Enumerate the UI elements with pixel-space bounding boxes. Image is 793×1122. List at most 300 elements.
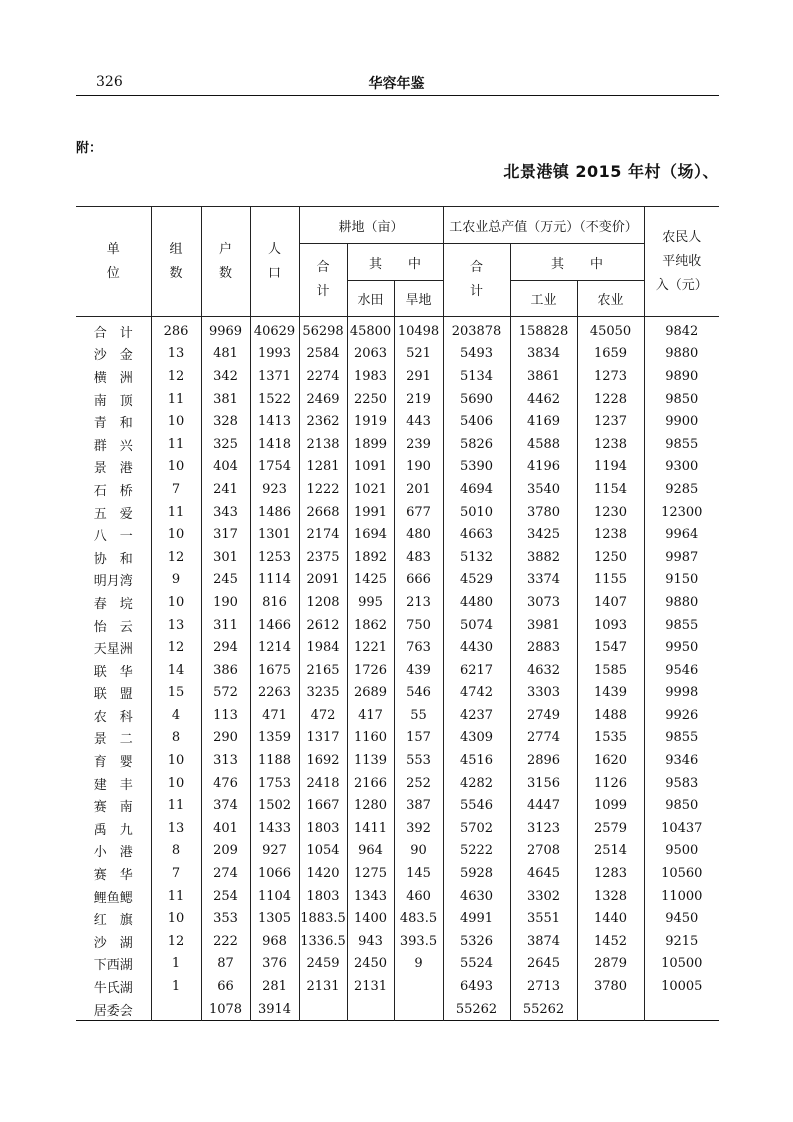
col-agriculture: 农业 — [577, 281, 644, 317]
cell-dryland: 480 — [394, 523, 443, 546]
appendix-label: 附： — [76, 141, 103, 156]
col-output-value: 工农业总产值（万元）（不变价） — [443, 207, 644, 244]
cell-dryland: 750 — [394, 614, 443, 637]
cell-farmland-total: 2362 — [299, 410, 347, 433]
cell-income: 9987 — [644, 546, 719, 569]
cell-dryland: 387 — [394, 794, 443, 817]
cell-farmland-total: 2165 — [299, 659, 347, 682]
cell-industry: 3156 — [510, 772, 577, 795]
cell-dryland: 157 — [394, 727, 443, 750]
cell-income: 9215 — [644, 930, 719, 953]
cell-population: 1675 — [250, 659, 299, 682]
cell-population: 3914 — [250, 998, 299, 1021]
cell-population: 1253 — [250, 546, 299, 569]
cell-unit: 建 丰 — [76, 772, 151, 795]
page-number: 326 — [96, 74, 123, 90]
cell-groups: 12 — [151, 636, 201, 659]
cell-output-total: 4516 — [443, 749, 510, 772]
cell-groups: 7 — [151, 862, 201, 885]
cell-unit: 景 二 — [76, 727, 151, 750]
cell-farmland-total — [299, 998, 347, 1021]
cell-industry: 4462 — [510, 388, 577, 411]
cell-paddy: 2166 — [347, 772, 394, 795]
table-row — [76, 659, 719, 682]
cell-industry: 3834 — [510, 343, 577, 366]
cell-agriculture: 2514 — [577, 840, 644, 863]
cell-income: 9500 — [644, 840, 719, 863]
col-groups: 组 数 — [151, 207, 201, 317]
table-row — [76, 501, 719, 524]
cell-unit: 联 盟 — [76, 682, 151, 705]
cell-income: 9855 — [644, 614, 719, 637]
cell-agriculture: 1407 — [577, 591, 644, 614]
col-paddy: 水田 — [347, 281, 394, 317]
cell-income: 9950 — [644, 636, 719, 659]
cell-population: 1371 — [250, 365, 299, 388]
table-row — [76, 749, 719, 772]
table-body — [76, 317, 719, 1021]
cell-farmland-total: 1317 — [299, 727, 347, 750]
cell-industry: 3073 — [510, 591, 577, 614]
cell-paddy: 1919 — [347, 410, 394, 433]
cell-farmland-total: 2668 — [299, 501, 347, 524]
cell-households: 87 — [201, 953, 250, 976]
cell-groups: 10 — [151, 591, 201, 614]
cell-income: 9880 — [644, 591, 719, 614]
cell-households: 325 — [201, 433, 250, 456]
cell-industry: 4196 — [510, 456, 577, 479]
cell-population: 923 — [250, 478, 299, 501]
cell-unit: 协 和 — [76, 546, 151, 569]
table-row — [76, 772, 719, 795]
cell-households: 294 — [201, 636, 250, 659]
cell-agriculture: 1099 — [577, 794, 644, 817]
cell-agriculture: 1273 — [577, 365, 644, 388]
cell-output-total: 5702 — [443, 817, 510, 840]
cell-unit: 联 华 — [76, 659, 151, 682]
cell-farmland-total: 1281 — [299, 456, 347, 479]
cell-groups: 10 — [151, 772, 201, 795]
cell-income: 11000 — [644, 885, 719, 908]
cell-paddy: 1425 — [347, 569, 394, 592]
cell-dryland: 9 — [394, 953, 443, 976]
cell-farmland-total: 1336.5 — [299, 930, 347, 953]
table-row — [76, 636, 719, 659]
cell-output-total: 5493 — [443, 343, 510, 366]
cell-population: 376 — [250, 953, 299, 976]
cell-paddy: 2250 — [347, 388, 394, 411]
cell-income: 9583 — [644, 772, 719, 795]
cell-paddy: 2450 — [347, 953, 394, 976]
cell-households: 317 — [201, 523, 250, 546]
cell-groups: 10 — [151, 523, 201, 546]
cell-dryland: 553 — [394, 749, 443, 772]
cell-groups: 11 — [151, 501, 201, 524]
cell-population: 1418 — [250, 433, 299, 456]
cell-population: 281 — [250, 975, 299, 998]
cell-unit: 居委会 — [76, 998, 151, 1021]
cell-paddy: 1091 — [347, 456, 394, 479]
cell-industry: 3861 — [510, 365, 577, 388]
cell-paddy: 2063 — [347, 343, 394, 366]
cell-agriculture: 1228 — [577, 388, 644, 411]
cell-unit: 五 爱 — [76, 501, 151, 524]
cell-groups: 10 — [151, 749, 201, 772]
cell-output-total: 4663 — [443, 523, 510, 546]
cell-farmland-total: 1420 — [299, 862, 347, 885]
cell-income: 9926 — [644, 704, 719, 727]
cell-dryland: 213 — [394, 591, 443, 614]
cell-industry: 4588 — [510, 433, 577, 456]
cell-households: 209 — [201, 840, 250, 863]
cell-dryland: 546 — [394, 682, 443, 705]
cell-paddy: 1899 — [347, 433, 394, 456]
statistics-table — [76, 206, 719, 1021]
cell-agriculture: 1488 — [577, 704, 644, 727]
cell-output-total: 4742 — [443, 682, 510, 705]
cell-industry: 4169 — [510, 410, 577, 433]
table-row — [76, 862, 719, 885]
table-row — [76, 388, 719, 411]
cell-paddy: 2689 — [347, 682, 394, 705]
cell-groups: 9 — [151, 569, 201, 592]
cell-farmland-total: 56298 — [299, 317, 347, 343]
cell-output-total: 4309 — [443, 727, 510, 750]
cell-farmland-total: 2469 — [299, 388, 347, 411]
cell-paddy: 1411 — [347, 817, 394, 840]
cell-dryland: 443 — [394, 410, 443, 433]
cell-farmland-total: 1054 — [299, 840, 347, 863]
cell-dryland: 90 — [394, 840, 443, 863]
cell-households: 404 — [201, 456, 250, 479]
cell-industry: 4447 — [510, 794, 577, 817]
cell-agriculture: 1093 — [577, 614, 644, 637]
cell-population: 1114 — [250, 569, 299, 592]
cell-population: 1753 — [250, 772, 299, 795]
cell-population: 40629 — [250, 317, 299, 343]
cell-unit: 沙 金 — [76, 343, 151, 366]
cell-population: 1754 — [250, 456, 299, 479]
cell-industry: 2708 — [510, 840, 577, 863]
cell-households: 381 — [201, 388, 250, 411]
cell-population: 1486 — [250, 501, 299, 524]
cell-output-total: 4529 — [443, 569, 510, 592]
cell-groups: 13 — [151, 614, 201, 637]
cell-output-total: 4694 — [443, 478, 510, 501]
cell-output-total: 5326 — [443, 930, 510, 953]
cell-unit: 禹 九 — [76, 817, 151, 840]
table-row — [76, 975, 719, 998]
cell-dryland: 291 — [394, 365, 443, 388]
table-row — [76, 794, 719, 817]
cell-industry: 3874 — [510, 930, 577, 953]
cell-unit: 赛 南 — [76, 794, 151, 817]
cell-agriculture: 1238 — [577, 523, 644, 546]
cell-agriculture: 1126 — [577, 772, 644, 795]
cell-farmland-total: 2459 — [299, 953, 347, 976]
cell-households: 476 — [201, 772, 250, 795]
cell-income: 9285 — [644, 478, 719, 501]
cell-groups: 13 — [151, 817, 201, 840]
table-row — [76, 907, 719, 930]
cell-dryland — [394, 998, 443, 1021]
cell-unit: 怡 云 — [76, 614, 151, 637]
cell-farmland-total: 1883.5 — [299, 907, 347, 930]
col-farmland: 耕地（亩） — [299, 207, 443, 244]
cell-households: 274 — [201, 862, 250, 885]
table-title: 北景港镇 2015 年村（场）、 — [503, 162, 719, 181]
table-row — [76, 727, 719, 750]
cell-output-total: 4282 — [443, 772, 510, 795]
cell-paddy: 1694 — [347, 523, 394, 546]
cell-dryland: 460 — [394, 885, 443, 908]
cell-groups: 1 — [151, 953, 201, 976]
cell-farmland-total: 2174 — [299, 523, 347, 546]
cell-farmland-total: 2418 — [299, 772, 347, 795]
cell-unit: 下西湖 — [76, 953, 151, 976]
cell-agriculture: 1283 — [577, 862, 644, 885]
cell-farmland-total: 1692 — [299, 749, 347, 772]
cell-output-total: 203878 — [443, 317, 510, 343]
cell-paddy: 943 — [347, 930, 394, 953]
cell-income: 9964 — [644, 523, 719, 546]
col-dryland: 旱地 — [394, 281, 443, 317]
cell-dryland: 190 — [394, 456, 443, 479]
cell-unit: 红 旗 — [76, 907, 151, 930]
cell-farmland-total: 1667 — [299, 794, 347, 817]
cell-income: 10500 — [644, 953, 719, 976]
col-households: 户 数 — [201, 207, 250, 317]
cell-households: 374 — [201, 794, 250, 817]
cell-industry: 2645 — [510, 953, 577, 976]
cell-households: 301 — [201, 546, 250, 569]
cell-paddy: 1275 — [347, 862, 394, 885]
cell-households: 290 — [201, 727, 250, 750]
cell-output-total: 5010 — [443, 501, 510, 524]
cell-agriculture: 1237 — [577, 410, 644, 433]
cell-industry: 2713 — [510, 975, 577, 998]
cell-industry: 3123 — [510, 817, 577, 840]
cell-farmland-total: 2091 — [299, 569, 347, 592]
cell-paddy: 995 — [347, 591, 394, 614]
cell-agriculture: 1439 — [577, 682, 644, 705]
cell-groups: 7 — [151, 478, 201, 501]
cell-paddy: 1726 — [347, 659, 394, 682]
cell-income: 9900 — [644, 410, 719, 433]
cell-dryland: 393.5 — [394, 930, 443, 953]
cell-groups: 13 — [151, 343, 201, 366]
cell-groups: 1 — [151, 975, 201, 998]
cell-agriculture — [577, 998, 644, 1021]
cell-paddy: 417 — [347, 704, 394, 727]
cell-paddy: 2131 — [347, 975, 394, 998]
cell-output-total: 5524 — [443, 953, 510, 976]
cell-unit: 景 港 — [76, 456, 151, 479]
cell-industry: 3540 — [510, 478, 577, 501]
cell-output-total: 5928 — [443, 862, 510, 885]
cell-dryland: 219 — [394, 388, 443, 411]
cell-output-total: 6217 — [443, 659, 510, 682]
table-row — [76, 478, 719, 501]
cell-output-total: 4991 — [443, 907, 510, 930]
cell-unit: 育 婴 — [76, 749, 151, 772]
col-farmland-total: 合 计 — [299, 244, 347, 317]
cell-population: 1522 — [250, 388, 299, 411]
table-row — [76, 433, 719, 456]
table-row — [76, 546, 719, 569]
cell-households: 343 — [201, 501, 250, 524]
cell-households: 328 — [201, 410, 250, 433]
cell-groups: 11 — [151, 388, 201, 411]
cell-population: 816 — [250, 591, 299, 614]
table-row — [76, 930, 719, 953]
cell-industry: 4632 — [510, 659, 577, 682]
cell-agriculture: 1194 — [577, 456, 644, 479]
cell-industry: 55262 — [510, 998, 577, 1021]
cell-industry: 3780 — [510, 501, 577, 524]
cell-output-total: 5132 — [443, 546, 510, 569]
cell-dryland: 55 — [394, 704, 443, 727]
cell-groups: 286 — [151, 317, 201, 343]
cell-unit: 小 港 — [76, 840, 151, 863]
cell-farmland-total: 2584 — [299, 343, 347, 366]
cell-unit: 明月湾 — [76, 569, 151, 592]
table-row — [76, 456, 719, 479]
cell-households: 66 — [201, 975, 250, 998]
cell-agriculture: 3780 — [577, 975, 644, 998]
cell-households: 245 — [201, 569, 250, 592]
cell-output-total: 5690 — [443, 388, 510, 411]
cell-unit: 鲤鱼鳃 — [76, 885, 151, 908]
cell-income: 10437 — [644, 817, 719, 840]
table-row — [76, 704, 719, 727]
cell-population: 1188 — [250, 749, 299, 772]
table-row — [76, 317, 719, 343]
cell-income: 9850 — [644, 794, 719, 817]
cell-output-total: 4430 — [443, 636, 510, 659]
cell-groups: 10 — [151, 410, 201, 433]
cell-population: 1502 — [250, 794, 299, 817]
cell-farmland-total: 1208 — [299, 591, 347, 614]
cell-paddy: 1021 — [347, 478, 394, 501]
cell-agriculture: 1547 — [577, 636, 644, 659]
cell-output-total: 55262 — [443, 998, 510, 1021]
cell-groups: 8 — [151, 840, 201, 863]
cell-dryland: 201 — [394, 478, 443, 501]
cell-dryland: 521 — [394, 343, 443, 366]
table-row — [76, 682, 719, 705]
cell-population: 1301 — [250, 523, 299, 546]
cell-agriculture: 1659 — [577, 343, 644, 366]
cell-households: 9969 — [201, 317, 250, 343]
cell-income: 9890 — [644, 365, 719, 388]
cell-industry: 158828 — [510, 317, 577, 343]
cell-unit: 沙 湖 — [76, 930, 151, 953]
cell-paddy: 1221 — [347, 636, 394, 659]
cell-output-total: 5546 — [443, 794, 510, 817]
cell-households: 190 — [201, 591, 250, 614]
cell-farmland-total: 2131 — [299, 975, 347, 998]
cell-population: 1433 — [250, 817, 299, 840]
cell-farmland-total: 2612 — [299, 614, 347, 637]
cell-dryland: 483.5 — [394, 907, 443, 930]
cell-farmland-total: 2375 — [299, 546, 347, 569]
cell-agriculture: 1585 — [577, 659, 644, 682]
cell-paddy: 1280 — [347, 794, 394, 817]
cell-dryland: 677 — [394, 501, 443, 524]
cell-farmland-total: 1222 — [299, 478, 347, 501]
cell-dryland — [394, 975, 443, 998]
cell-output-total: 4480 — [443, 591, 510, 614]
cell-households: 222 — [201, 930, 250, 953]
cell-industry: 4645 — [510, 862, 577, 885]
cell-output-total: 5074 — [443, 614, 510, 637]
table-row — [76, 365, 719, 388]
cell-unit: 春 垸 — [76, 591, 151, 614]
cell-industry: 3302 — [510, 885, 577, 908]
cell-population: 1466 — [250, 614, 299, 637]
cell-paddy: 45800 — [347, 317, 394, 343]
cell-dryland: 145 — [394, 862, 443, 885]
cell-agriculture: 1238 — [577, 433, 644, 456]
cell-income: 9842 — [644, 317, 719, 343]
table-row — [76, 953, 719, 976]
cell-farmland-total: 2274 — [299, 365, 347, 388]
cell-groups: 14 — [151, 659, 201, 682]
cell-output-total: 5134 — [443, 365, 510, 388]
cell-unit: 石 桥 — [76, 478, 151, 501]
cell-income: 9855 — [644, 433, 719, 456]
cell-households: 313 — [201, 749, 250, 772]
col-income: 农民人 平纯收 入（元） — [644, 207, 719, 317]
cell-population: 1214 — [250, 636, 299, 659]
cell-farmland-total: 3235 — [299, 682, 347, 705]
cell-paddy: 1862 — [347, 614, 394, 637]
cell-output-total: 5222 — [443, 840, 510, 863]
cell-unit: 八 一 — [76, 523, 151, 546]
cell-farmland-total: 472 — [299, 704, 347, 727]
cell-dryland: 252 — [394, 772, 443, 795]
cell-population: 471 — [250, 704, 299, 727]
cell-income: 9546 — [644, 659, 719, 682]
cell-industry: 3425 — [510, 523, 577, 546]
cell-dryland: 483 — [394, 546, 443, 569]
cell-unit: 农 科 — [76, 704, 151, 727]
col-output-of-which: 其 中 — [510, 244, 644, 281]
cell-industry: 3303 — [510, 682, 577, 705]
table-header — [76, 207, 719, 317]
cell-unit: 青 和 — [76, 410, 151, 433]
cell-unit: 牛氏湖 — [76, 975, 151, 998]
header-rule — [76, 95, 719, 96]
cell-dryland: 439 — [394, 659, 443, 682]
cell-unit: 横 洲 — [76, 365, 151, 388]
cell-agriculture: 1230 — [577, 501, 644, 524]
cell-households: 572 — [201, 682, 250, 705]
cell-income: 10560 — [644, 862, 719, 885]
cell-groups: 12 — [151, 930, 201, 953]
cell-households: 311 — [201, 614, 250, 637]
table-row — [76, 343, 719, 366]
col-output-total: 合 计 — [443, 244, 510, 317]
cell-paddy: 1160 — [347, 727, 394, 750]
cell-income: 10005 — [644, 975, 719, 998]
cell-farmland-total: 1984 — [299, 636, 347, 659]
cell-groups: 8 — [151, 727, 201, 750]
table-row — [76, 591, 719, 614]
cell-groups: 4 — [151, 704, 201, 727]
cell-dryland: 666 — [394, 569, 443, 592]
